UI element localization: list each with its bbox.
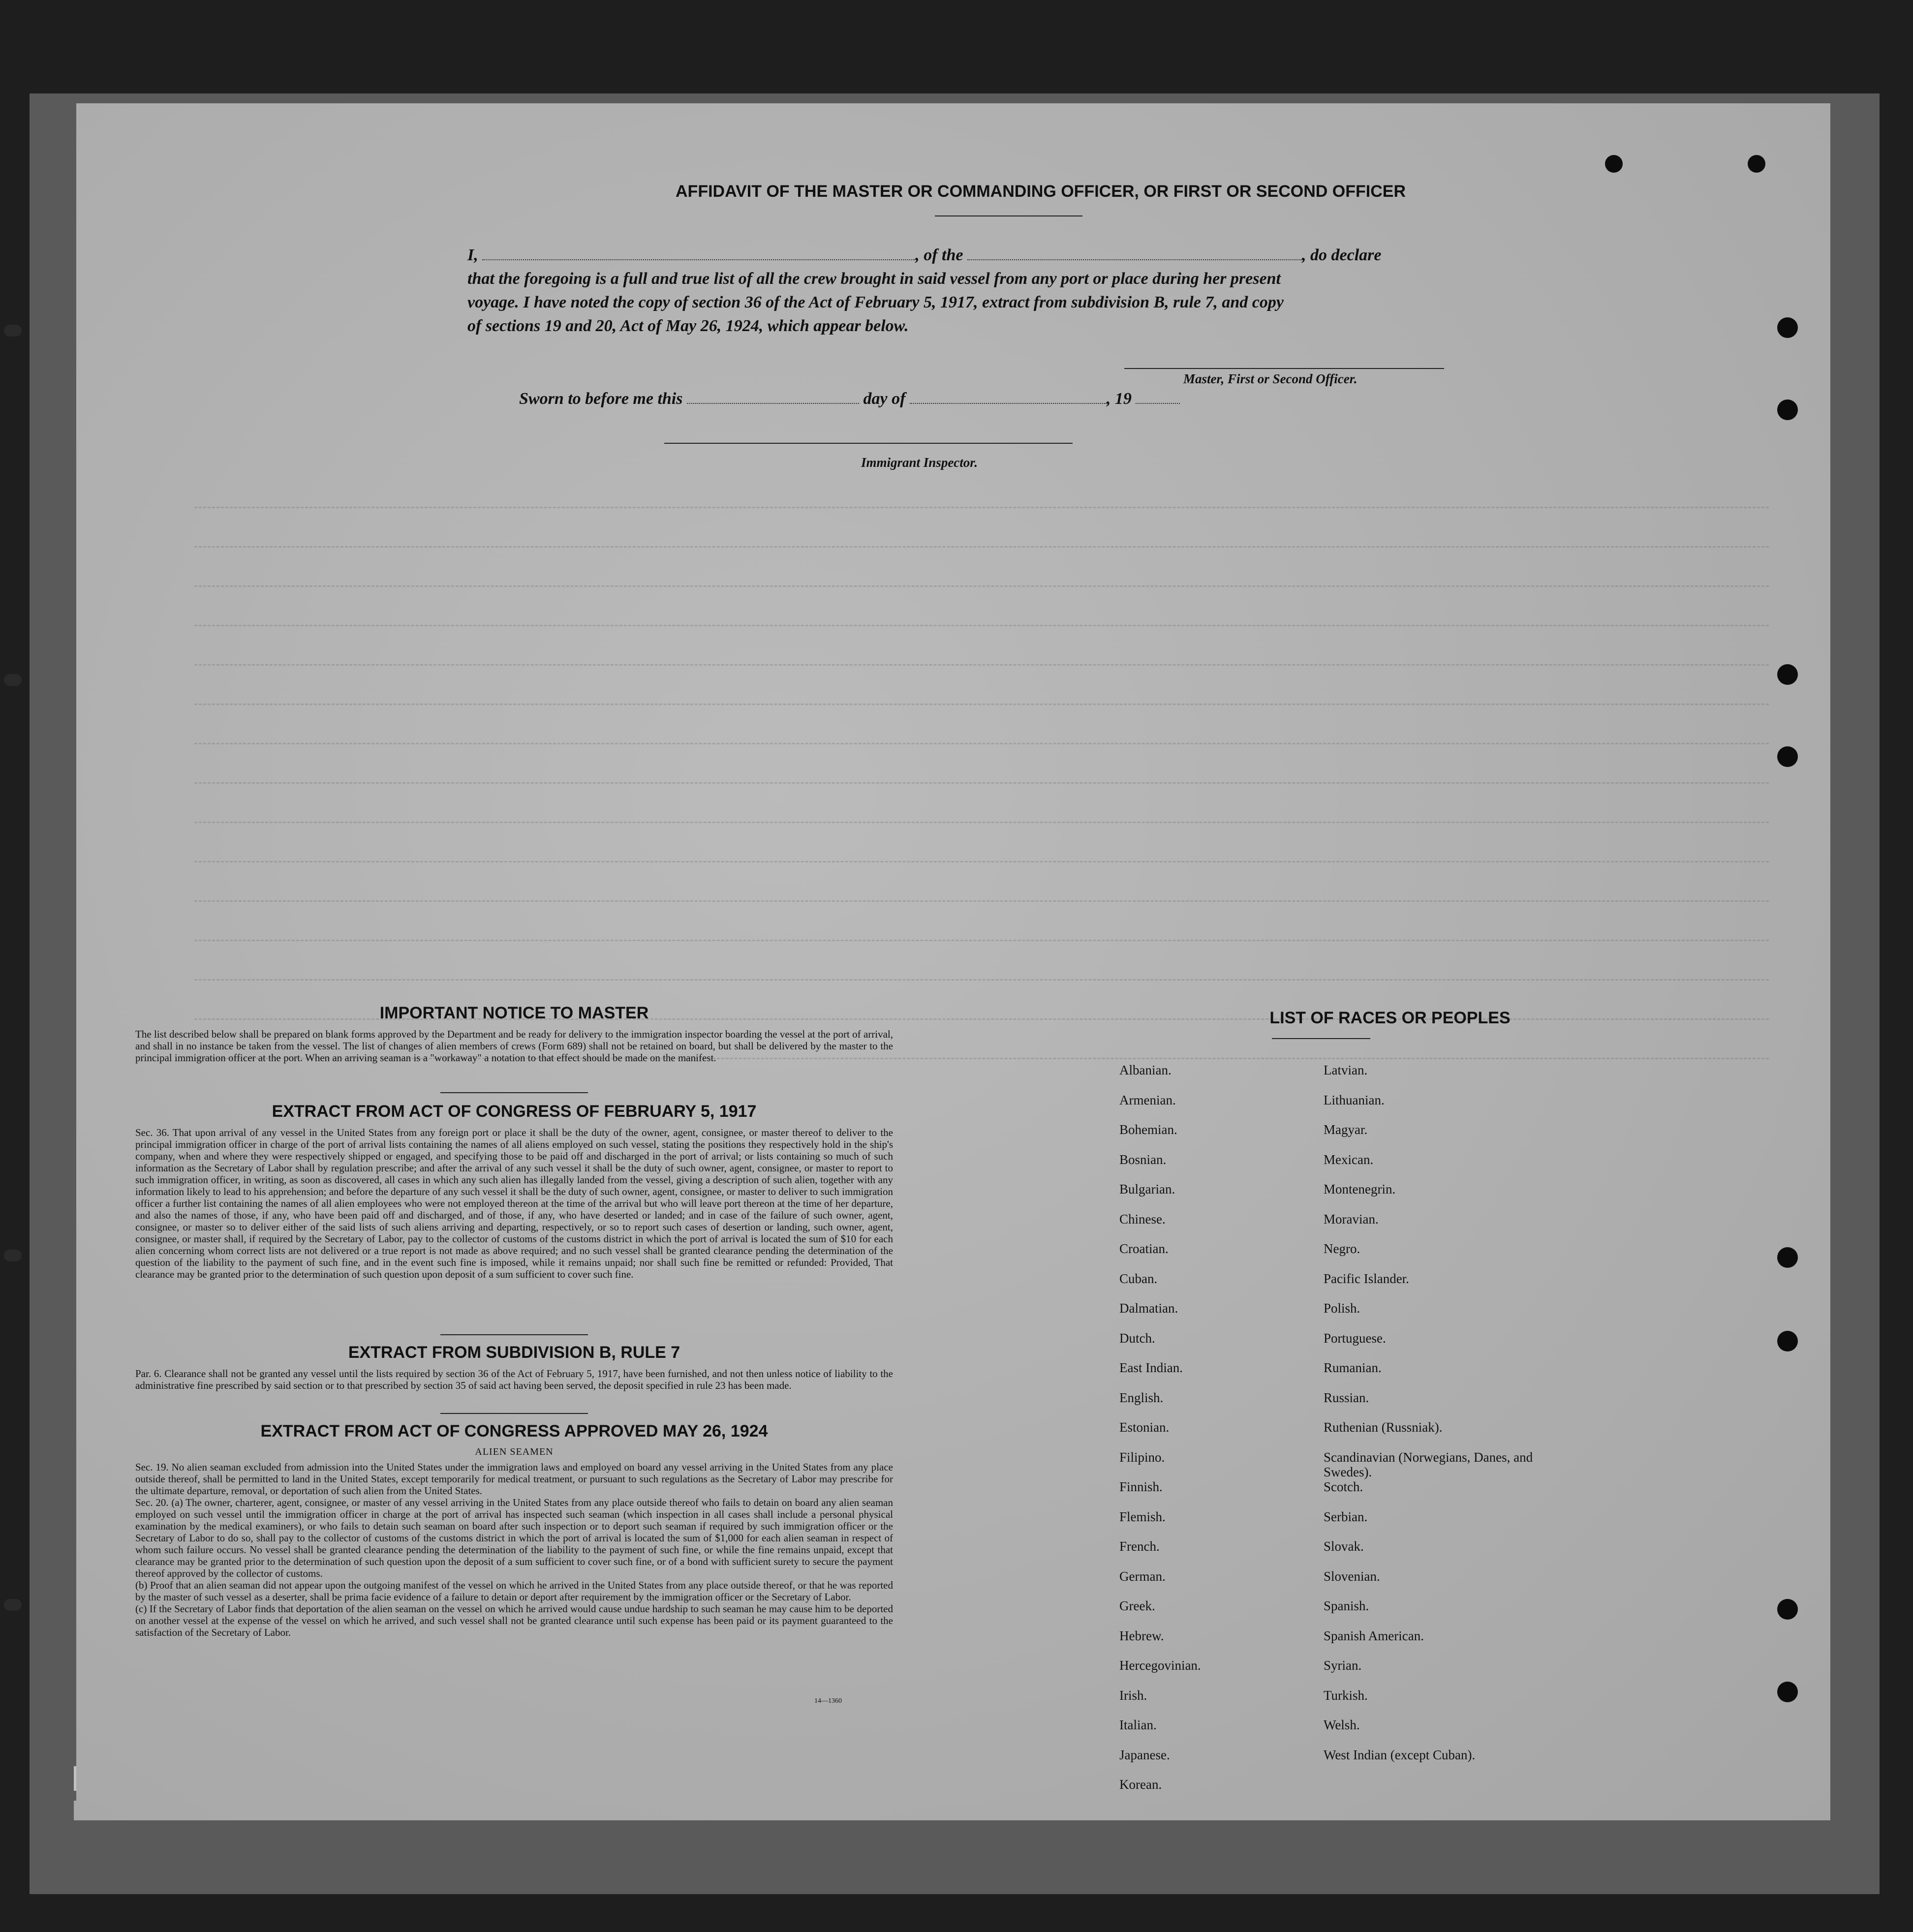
race-item: Filipino.	[1119, 1449, 1165, 1465]
race-item: Bohemian.	[1119, 1122, 1177, 1137]
race-item: Irish.	[1119, 1687, 1147, 1703]
extract-1924-title: EXTRACT FROM ACT OF CONGRESS APPROVED MAY 26, 1924	[260, 1422, 768, 1441]
binder-hole	[1777, 1247, 1798, 1268]
race-item: Polish.	[1324, 1301, 1360, 1316]
extract-rule7-text: Par. 6. Clearance shall not be granted any vessel until the lists required by section 36 of the Act of February 5, 1917, have been furnished, and not then unless notice of liability to the administrative fine prescribed by said section or to that prescribed by section 35 of said act having been served, the deposit specified in rule 23 has been made.	[135, 1368, 893, 1391]
race-item: Syrian.	[1324, 1658, 1362, 1673]
race-item: West Indian (except Cuban).	[1324, 1747, 1476, 1762]
race-item: Korean.	[1119, 1777, 1162, 1792]
binder-hole	[1777, 317, 1798, 338]
race-item: Turkish.	[1324, 1687, 1368, 1703]
race-item: Flemish.	[1119, 1509, 1166, 1524]
affidavit-title: AFFIDAVIT OF THE MASTER OR COMMANDING OFFICER, OR FIRST OR SECOND OFFICER	[676, 182, 1406, 201]
binder-hole	[1777, 664, 1798, 685]
edge-notch	[4, 1250, 22, 1261]
binder-hole	[1777, 1331, 1798, 1351]
sworn-year-field[interactable]	[1136, 391, 1180, 404]
affidavit-line-1	[467, 246, 1381, 265]
sec-20b-text: (b) Proof that an alien seaman did not appear upon the outgoing manifest of the vessel on which he arrived in the United States from any place outside thereof, or that he was reported by the master of such vessel as a deserter, shall be prima facie evidence of a failure to detain or deport after requirement by the immigration officer or the Secretary of Labor.	[135, 1579, 893, 1603]
race-item: Russian.	[1324, 1390, 1369, 1405]
races-right-column	[1324, 1063, 1570, 1777]
vessel-name-field[interactable]	[967, 247, 1302, 260]
rule-after-rule7	[440, 1413, 588, 1414]
notice-title: IMPORTANT NOTICE TO MASTER	[379, 1004, 649, 1022]
sworn-day-field[interactable]	[687, 391, 859, 404]
race-item: Albanian.	[1119, 1063, 1172, 1077]
inspector-signature-label: Immigrant Inspector.	[861, 455, 978, 470]
race-item: French.	[1119, 1539, 1160, 1554]
affidavit-line-3: voyage. I have noted the copy of section 36 of the Act of February 5, 1917, extract from subdivision B, rule 7, and copy	[467, 293, 1284, 311]
inspector-signature-line[interactable]	[664, 443, 1073, 444]
race-item: English.	[1119, 1390, 1164, 1405]
master-signature-line[interactable]	[1124, 368, 1444, 369]
race-item: Portuguese.	[1324, 1330, 1386, 1346]
race-item: Latvian.	[1324, 1063, 1368, 1077]
races-title: LIST OF RACES OR PEOPLES	[1269, 1009, 1511, 1027]
binder-hole	[1748, 155, 1765, 173]
race-item: Dutch.	[1119, 1330, 1155, 1346]
race-item: Scandinavian (Norwegians, Danes, and Swedes).	[1324, 1449, 1533, 1479]
manifest-page	[76, 103, 1830, 1820]
sworn-label: Sworn to before me this	[519, 390, 683, 408]
extract-1924-body	[135, 1461, 893, 1638]
binder-hole	[1777, 1599, 1798, 1620]
race-item: Montenegrin.	[1324, 1182, 1396, 1196]
edge-notch	[4, 1599, 22, 1611]
notice-text: The list described below shall be prepared on blank forms approved by the Department and be ready for delivery to the immigration inspector boarding the vessel at the port of arrival, and shall in no instance be taken from the vessel. The list of changes of alien members of crews (Form 689) shall not be retained on board, but shall be delivered by the master to the principal immigration officer at the port. When an arriving seaman is a "workaway" a notation to that effect should be made on the manifest.	[135, 1028, 893, 1064]
race-item: Scotch.	[1324, 1479, 1363, 1494]
race-item: Greek.	[1119, 1598, 1155, 1613]
race-item: Slovenian.	[1324, 1568, 1380, 1584]
race-item: Spanish American.	[1324, 1628, 1424, 1643]
affidavit-title-rule	[935, 215, 1082, 216]
master-name-field[interactable]	[482, 247, 915, 260]
sworn-month-field[interactable]	[910, 391, 1107, 404]
sworn-line	[519, 390, 1180, 408]
sec-20a-text: Sec. 20. (a) The owner, charterer, agent, consignee, or master of any vessel arriving in the United States from any place outside thereof who fails to detain on board any alien seaman employed on such vessel until the immigration officer in charge at the port of arrival has inspected such seaman (which inspection in all cases shall include a personal physical examination by the medical examiners), or who fails to detain such seaman on board after such inspection or to deport such seaman if required by such immigration officer or the Secretary of Labor to do so, shall pay to the collector of customs of the customs district in which the port of arrival is located the sum of $1,000 for each alien seaman in respect of whom such failure occurs. No vessel shall be granted clearance pending the determination of the liability to the payment of such fine, or while the fine remains unpaid, except that clearance may be granted prior to the determination of such question upon the deposit of a sum sufficient to cover such fine, or of a bond with sufficient surety to secure the payment thereof approved by the collector of customs.	[135, 1497, 893, 1579]
race-item: Spanish.	[1324, 1598, 1369, 1613]
race-item: Hebrew.	[1119, 1628, 1164, 1643]
edge-notch	[4, 325, 22, 337]
race-item: Ruthenian (Russniak).	[1324, 1420, 1443, 1435]
binder-hole	[1605, 155, 1623, 173]
race-item: Hercegovinian.	[1119, 1658, 1201, 1673]
rule-after-notice	[440, 1092, 588, 1093]
sec-20c-text: (c) If the Secretary of Labor finds that deportation of the alien seaman on the vessel on which he arrived would cause undue hardship to such seaman he may cause him to be deported on another vessel at the expense of the vessel on which he arrived, and such vessel shall not be granted clearance until such expense has been paid or its payment guaranteed to the satisfaction of the Secretary of Labor.	[135, 1603, 893, 1638]
race-item: Japanese.	[1119, 1747, 1170, 1762]
race-item: Estonian.	[1119, 1420, 1170, 1435]
race-item: German.	[1119, 1568, 1166, 1584]
sec-19-text: Sec. 19. No alien seaman excluded from admission into the United States under the immigration laws and employed on board any vessel arriving in the United States from any place outside thereof, shall be permitted to land in the United States, except temporarily for medical treatment, or pursuant to such regulations as the Secretary of Labor may prescribe for the ultimate departure, removal, or deportation of such alien from the United States.	[135, 1461, 893, 1497]
binder-hole	[1777, 746, 1798, 767]
affidavit-i-label: I,	[467, 246, 478, 264]
extract-rule7-title: EXTRACT FROM SUBDIVISION B, RULE 7	[348, 1343, 680, 1362]
race-item: Magyar.	[1324, 1122, 1368, 1137]
races-title-rule	[1272, 1038, 1370, 1039]
race-item: Finnish.	[1119, 1479, 1163, 1494]
affidavit-line-2: that the foregoing is a full and true list of all the crew brought in said vessel from any port or place during her present	[467, 270, 1281, 288]
edge-notch	[4, 674, 22, 686]
race-item: Rumanian.	[1324, 1360, 1382, 1375]
extract-1917-text: Sec. 36. That upon arrival of any vessel in the United States from any foreign port or place it shall be the duty of the owner, agent, consignee, or master thereof to deliver to the principal immigration officer in charge of the port of arrival lists containing the names of all aliens employed on such vessel, stating the positions they respectively hold in the ship's company, when and where they were respectively shipped or engaged, and specifying those to be paid off and discharged in the port of arrival; or lists containing so much of such information as the Secretary of Labor shall by regulation prescribe; and after the arrival of any such vessel it shall be the duty of such owner, agent, consignee, or master to report to such immigration officer, in writing, as soon as discovered, all cases in which any such alien has illegally landed from the vessel, giving a description of such alien, together with any information likely to lead to his apprehension; and before the departure of any such vessel it shall be the duty of such owner, agent, consignee, or master to deliver to such immigration officer a further list containing the names of all alien employees who were not employed thereon at the time of the arrival but who will leave port thereon at the time of her departure, and also the names of those, if any, who have been paid off and discharged, and of those, if any, who have deserted or landed; and in case of the failure of such owner, agent, consignee, or master so to deliver either of the said lists of such aliens arriving and departing, respectively, or so to report such cases of desertion or landing, such owner, agent, consignee, or master shall, if required by the Secretary of Labor, pay to the collector of customs of the customs district in which the port of arrival is located the sum of $10 for each alien concerning whom correct lists are not delivered or a true report is not made as above required; and no such vessel shall be granted clearance pending the determination of the question of the liability to the payment of such fine, and in the event such fine is imposed, while it remains unpaid; nor shall such fine be remitted or refunded: Provided, That clearance may be granted prior to the determination of such question upon deposit of a sum sufficient to cover such fine.	[135, 1127, 893, 1280]
year-prefix-label: , 19	[1106, 390, 1132, 408]
race-item: Negro.	[1324, 1241, 1360, 1256]
binder-hole	[1777, 399, 1798, 420]
affidavit-declare-label: , do declare	[1302, 246, 1382, 264]
extract-1917-title: EXTRACT FROM ACT OF CONGRESS OF FEBRUARY 5, 1917	[272, 1102, 757, 1121]
binder-hole	[1777, 1682, 1798, 1702]
race-item: Bulgarian.	[1119, 1182, 1175, 1196]
race-item: Lithuanian.	[1324, 1092, 1385, 1107]
race-item: Mexican.	[1324, 1152, 1374, 1167]
rule-after-1917	[440, 1334, 588, 1335]
race-item: Serbian.	[1324, 1509, 1368, 1524]
race-item: Croatian.	[1119, 1241, 1169, 1256]
races-left-column	[1119, 1063, 1316, 1807]
race-item: Dalmatian.	[1119, 1301, 1178, 1316]
alien-seamen-subtitle: ALIEN SEAMEN	[475, 1446, 554, 1457]
affidavit-line-4: of sections 19 and 20, Act of May 26, 1924, which appear below.	[467, 317, 909, 335]
race-item: Italian.	[1119, 1717, 1157, 1732]
race-item: Pacific Islander.	[1324, 1271, 1409, 1286]
race-item: Moravian.	[1324, 1211, 1379, 1227]
race-item: East Indian.	[1119, 1360, 1183, 1375]
race-item: Slovak.	[1324, 1539, 1364, 1554]
race-item: Welsh.	[1324, 1717, 1360, 1732]
day-of-label: day of	[863, 390, 906, 408]
race-item: Bosnian.	[1119, 1152, 1167, 1167]
form-number: 14—1360	[814, 1697, 842, 1705]
race-item: Cuban.	[1119, 1271, 1158, 1286]
affidavit-of-the-label: , of the	[915, 246, 963, 264]
race-item: Chinese.	[1119, 1211, 1166, 1227]
master-signature-label: Master, First or Second Officer.	[1183, 371, 1358, 386]
race-item: Armenian.	[1119, 1092, 1176, 1107]
